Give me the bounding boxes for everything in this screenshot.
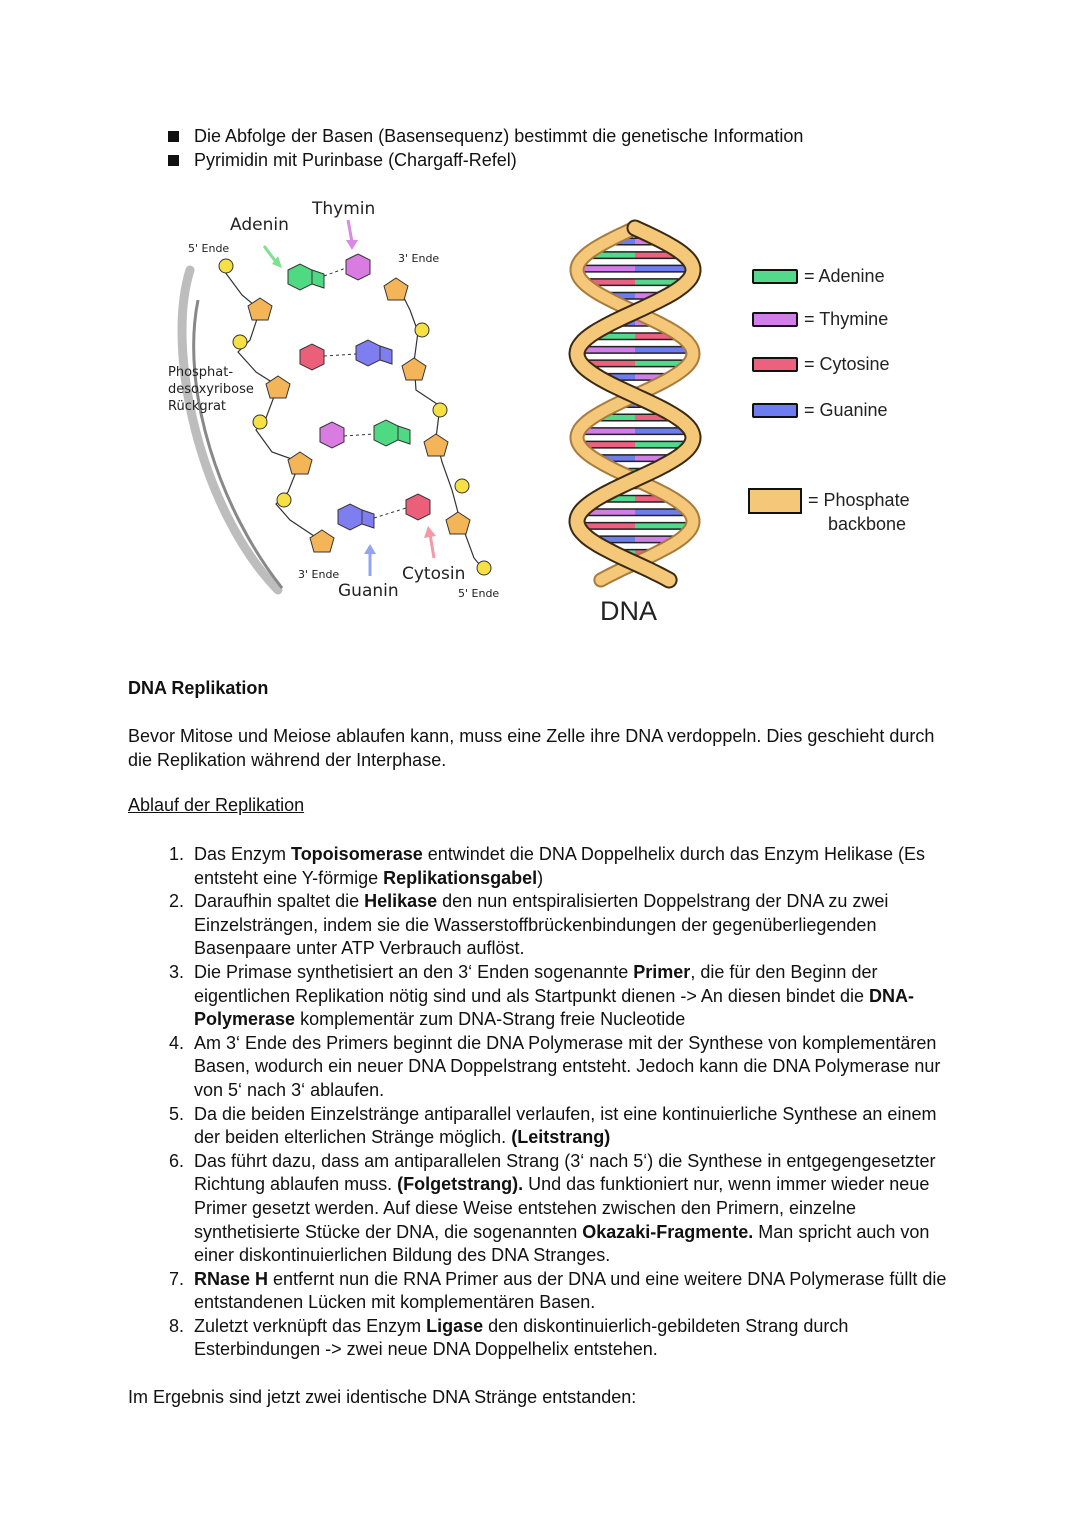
step-number: 5. (168, 1103, 184, 1124)
step-item (128, 1150, 958, 1268)
step-text: ) (537, 867, 544, 888)
adenine-ring (374, 420, 398, 446)
guanine-ring (362, 510, 374, 528)
step-text: entfernt nun die RNA Primer aus der DNA und eine weitere DNA Polymerase füllt die entstandenen Lücken mit komplementären Basen. (194, 1268, 947, 1313)
sugar-pentagon (248, 298, 272, 320)
label-guanin: Guanin (338, 581, 399, 601)
legend-label-line2: backbone (828, 514, 907, 534)
step-bold-term: Replikationsgabel (383, 867, 538, 888)
step-item (128, 1268, 958, 1315)
label-thymin: Thymin (312, 199, 376, 219)
sugar-pentagon (310, 530, 334, 552)
label-backbone-2: desoxyribose (168, 382, 254, 397)
step-text: Und das funktioniert nur, wenn immer wieder neue Primer gesetzt werden. Auf diese Weise entstehen zwischen den Primern, einzelne synthetisierte Stücke der DNA, die sogenannten (194, 1174, 930, 1242)
phosphate-group (477, 561, 491, 575)
legend-cytosine (752, 353, 890, 375)
section-title: DNA Replikation (128, 678, 269, 698)
guanine-ring (338, 504, 362, 530)
step-bold-term: Topoisomerase (291, 844, 423, 864)
guanine-ring (380, 346, 392, 364)
label-3-ende-bottom: 3' Ende (298, 568, 340, 581)
step-number: 3. (168, 961, 184, 982)
step-bold-term: Okazaki-Fragmente. (582, 1221, 754, 1242)
legend-label: = Guanine (804, 399, 888, 420)
legend-label (808, 488, 910, 536)
label-adenin: Adenin (230, 215, 289, 235)
step-bold-term: DNA-Polymerase (194, 985, 914, 1030)
label-3-ende-top: 3' Ende (398, 252, 440, 265)
step-item (128, 1315, 958, 1362)
step-bold-term: Primer (633, 961, 691, 982)
thymine-ring (346, 254, 370, 280)
step-item (128, 961, 958, 1032)
legend-label-line1: = Phosphate (808, 490, 910, 510)
cytosine-ring (406, 494, 430, 520)
phosphate-group (253, 415, 267, 429)
step-text: entwindet die DNA Doppelhelix durch das Enzym Helikase (Es entsteht eine Y-förmige (194, 844, 925, 888)
legend-swatch (752, 312, 798, 327)
step-text: komplementär zum DNA-Strang freie Nucleotide (295, 1009, 686, 1030)
phosphate-group (415, 323, 429, 337)
label-backbone-3: Rückgrat (168, 399, 227, 414)
step-text: Zuletzt verknüpft das Enzym (194, 1315, 427, 1336)
intro-paragraph: Bevor Mitose und Meiose ablaufen kann, muss eine Zelle ihre DNA verdoppeln. Dies geschieht durch die Replikation während der Interphase. (128, 726, 935, 770)
phosphate-group (233, 335, 247, 349)
thymine-ring (320, 422, 344, 448)
label-backbone-1: Phosphat- (168, 365, 234, 380)
legend-label: = Cytosine (804, 353, 890, 374)
subheading: Ablauf der Replikation (128, 795, 305, 815)
step-item (128, 890, 958, 961)
sugar-pentagon (424, 434, 448, 456)
sugar-pentagon (402, 358, 426, 380)
step-number: 1. (168, 844, 184, 864)
helix-caption: DNA (600, 596, 658, 626)
sugar-pentagon (384, 278, 408, 300)
bullet-item: Pyrimidin mit Purinbase (Chargaff-Refel) (168, 148, 803, 172)
step-item (128, 1032, 958, 1103)
legend-thymine (752, 308, 888, 330)
step-bold-term: RNase H (194, 1268, 269, 1289)
legend-guanine (752, 399, 888, 421)
conclusion-text: Im Ergebnis sind jetzt zwei identische DNA Stränge entstanden: (128, 1387, 637, 1407)
sugar-pentagon (288, 452, 312, 474)
phosphate-group (455, 479, 469, 493)
step-text: Die Primase synthetisiert an den 3‘ Enden sogenannte (194, 961, 634, 982)
step-number: 2. (168, 891, 184, 912)
step-item (128, 1103, 958, 1150)
step-text: Am 3‘ Ende des Primers beginnt die DNA Polymerase mit der Synthese von komplementären Basen, wodurch ein neuer DNA Doppelstrang entsteht. Jedoch kann die DNA Polymerase nur von 5‘ nach 3‘ ablaufen. (194, 1032, 941, 1100)
step-bold-term: (Folgetstrang). (397, 1174, 524, 1195)
step-number: 4. (168, 1032, 184, 1053)
step-text: Daraufhin spaltet die (194, 891, 365, 912)
phosphate-group (433, 403, 447, 417)
replication-steps (128, 843, 958, 1362)
step-number: 7. (168, 1268, 184, 1289)
step-text: den diskontinuierlich-gebildeten Strang durch Esterbindungen -> zwei neue DNA Doppelhelix entstehen. (194, 1315, 849, 1360)
bullet-list (168, 124, 803, 172)
bullet-item: Die Abfolge der Basen (Basensequenz) bestimmt die genetische Information (168, 124, 803, 148)
step-text: den nun entspiralisierten Doppelstrang der DNA zu zwei Einzelsträngen, indem sie die Wasserstoffbrückenbindungen der gegenüberliegenden Basenpaare unter ATP Verbrauch auflöst. (194, 891, 889, 959)
adenine-ring (398, 426, 410, 444)
step-number: 8. (168, 1315, 184, 1336)
legend-swatch (752, 403, 798, 418)
step-item (128, 843, 958, 890)
label-5-ende-bottom: 5' Ende (458, 587, 500, 600)
adenine-ring (288, 264, 312, 290)
cytosine-ring (300, 344, 324, 370)
step-text: Das Enzym (194, 844, 292, 864)
legend-label: = Thymine (804, 308, 889, 329)
step-text: Das führt dazu, dass am antiparallelen Strang (3‘ nach 5‘) die Synthese in entgegengesetzter Richtung ablaufen muss. (194, 1150, 936, 1195)
adenine-ring (312, 270, 324, 288)
legend-swatch (752, 269, 798, 284)
legend-swatch (752, 357, 798, 372)
step-text: Da die beiden Einzelstränge antiparallel verlaufen, ist eine kontinuierliche Synthese an einem der beiden elterlichen Stränge möglich. (194, 1103, 937, 1148)
legend-label: = Adenine (804, 265, 885, 286)
legend-adenine (752, 265, 885, 287)
dna-helix-figure (560, 218, 710, 590)
step-text: , die für den Beginn der eigentlichen Replikation nötig sind und als Startpunkt dienen -> An diesen bindet die (194, 961, 878, 1006)
step-text: Man spricht auch von einer diskontinuierlichen Bildung des DNA Stranges. (194, 1221, 930, 1266)
phosphate-group (219, 259, 233, 273)
label-5-ende-top: 5' Ende (188, 242, 230, 255)
legend-phosphate (748, 488, 910, 536)
guanine-ring (356, 340, 380, 366)
step-number: 6. (168, 1150, 184, 1171)
step-bold-term: Helikase (364, 891, 438, 912)
phosphate-group (277, 493, 291, 507)
step-bold-term: (Leitstrang) (511, 1127, 611, 1148)
label-cytosin: Cytosin (402, 564, 466, 584)
sugar-pentagon (446, 512, 470, 534)
sugar-pentagon (266, 376, 290, 398)
step-bold-term: Ligase (426, 1315, 484, 1336)
legend-swatch (748, 488, 802, 514)
dna-structure-figure (160, 190, 520, 610)
